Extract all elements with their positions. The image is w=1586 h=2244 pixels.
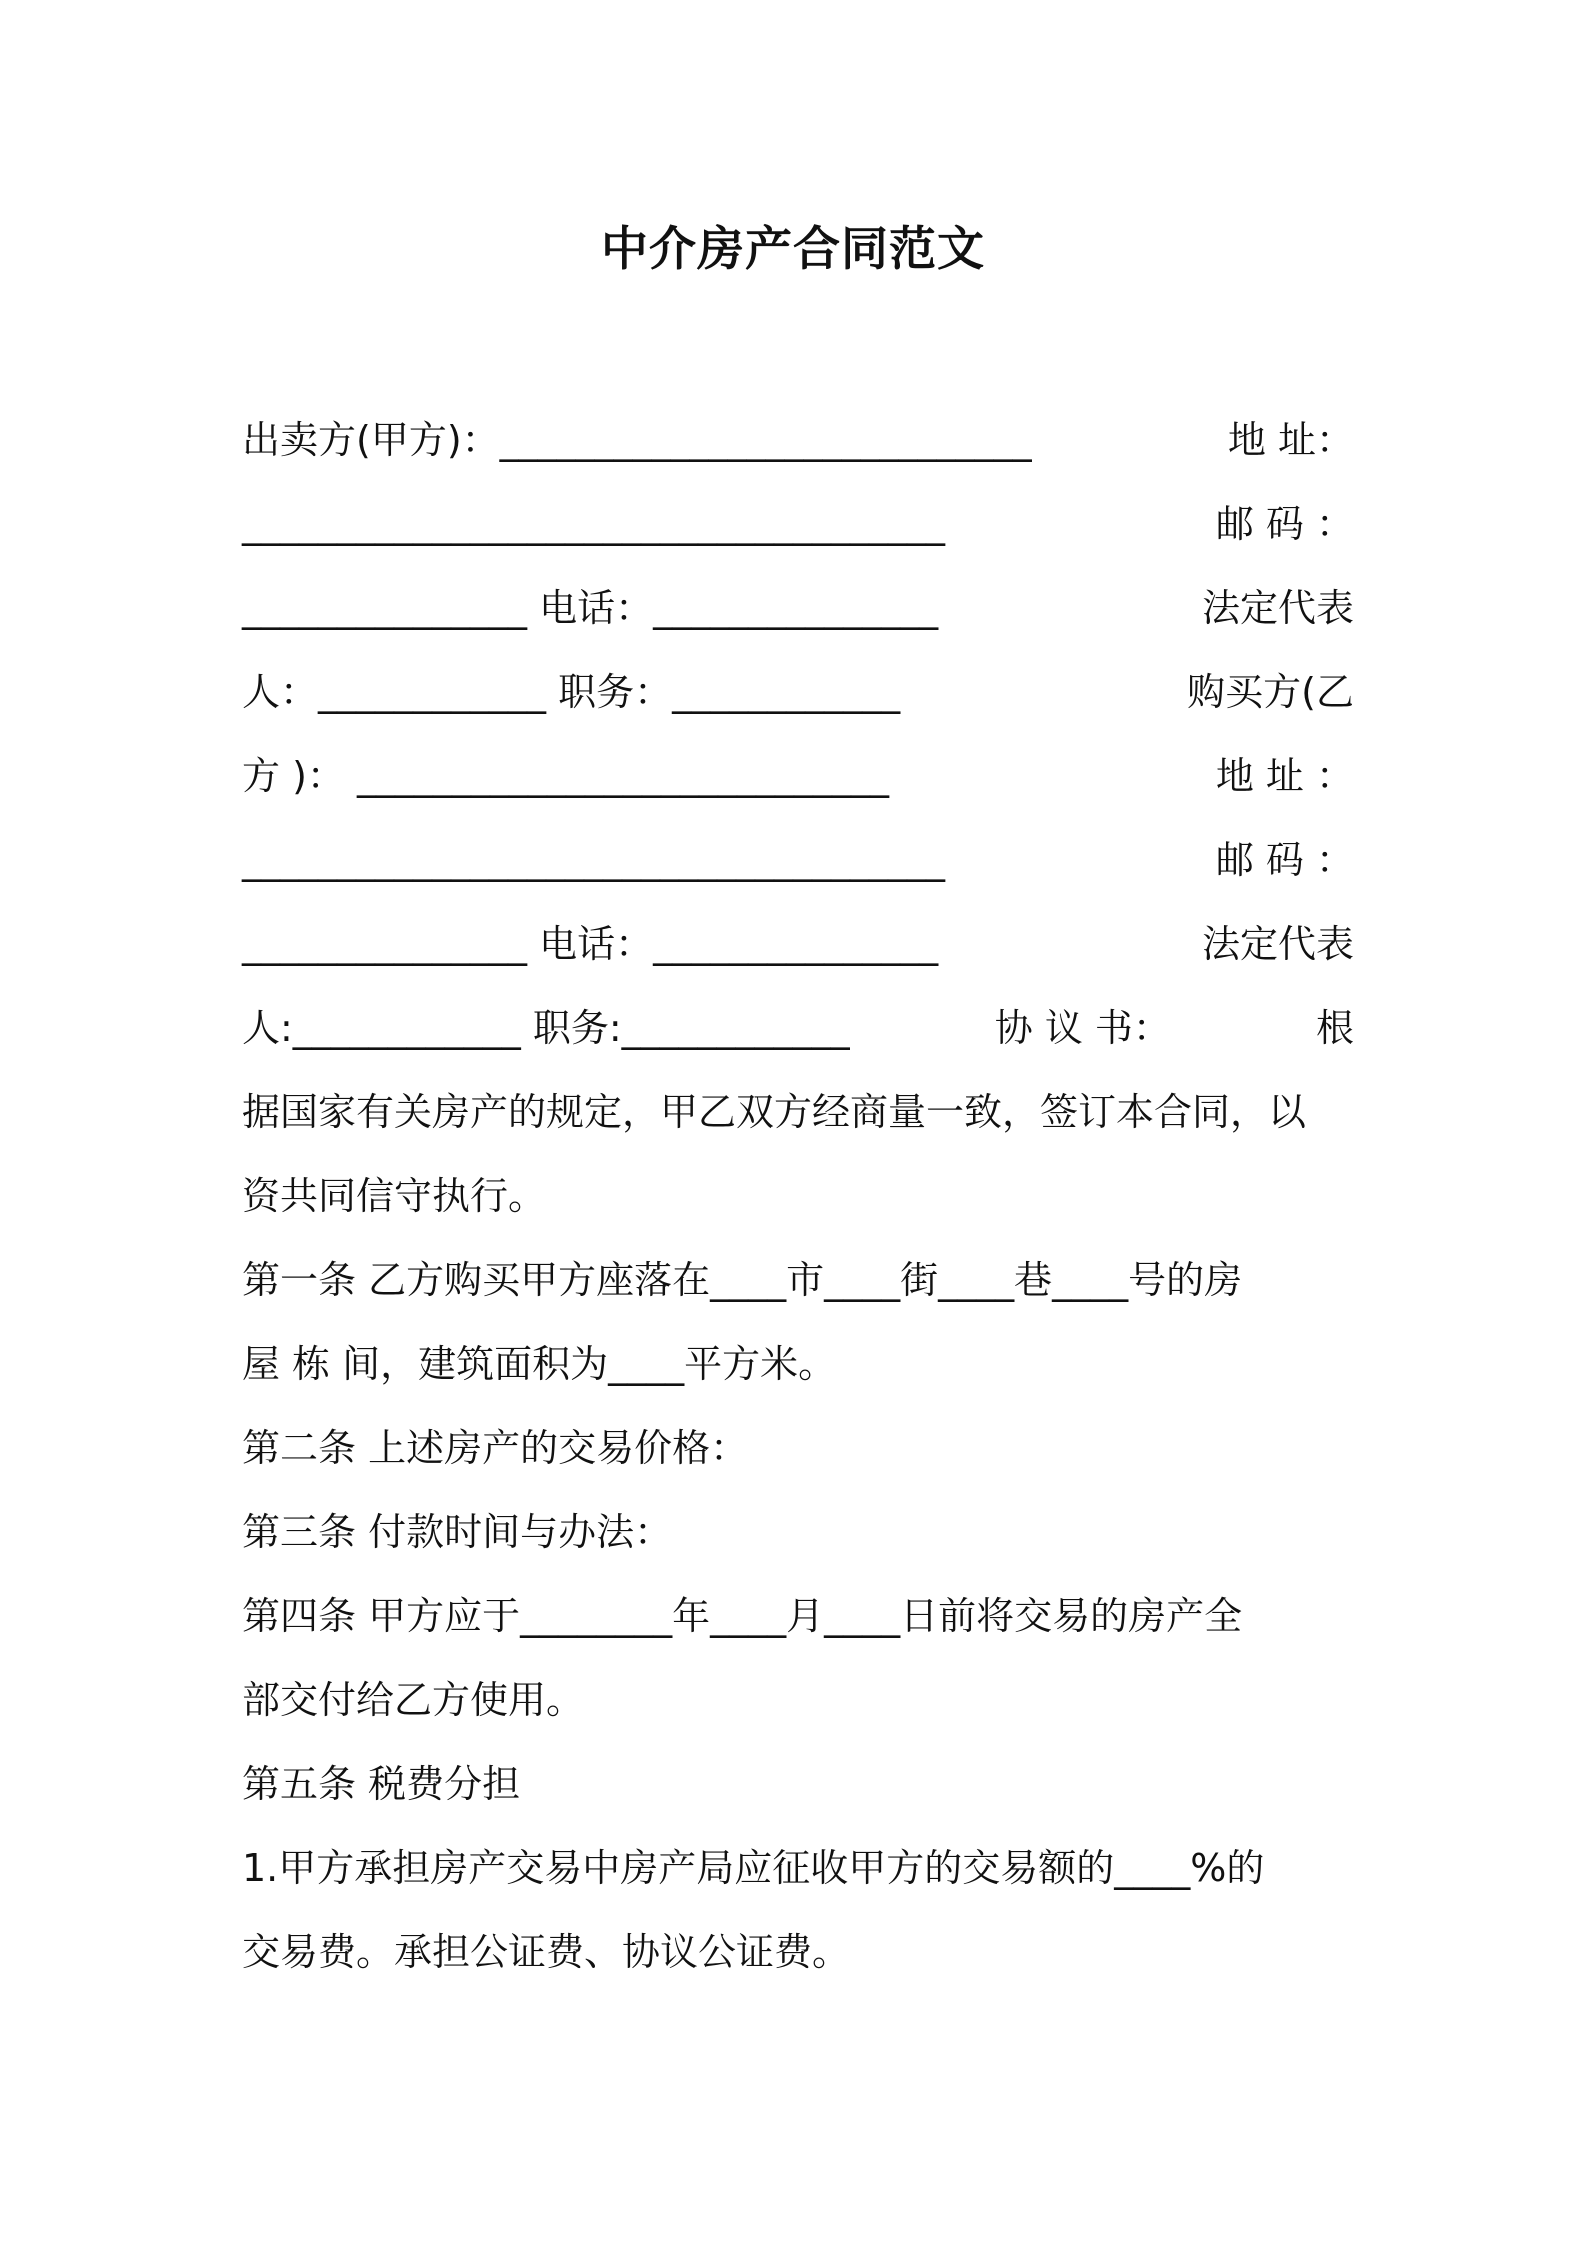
buyer-address-field: _____________________________________ [242,838,945,882]
article-3: 第三条 付款时间与办法： [242,1510,673,1554]
contract-line [242,1490,1354,1574]
contract-line [242,1910,1354,1994]
seller-position-field: 人：____________ 职务：____________ [242,670,901,714]
contract-line [242,1238,1354,1322]
article-2: 第二条 上述房产的交易价格： [242,1426,749,1470]
buyer-label: 购买方(乙 [1187,670,1354,714]
contract-line [242,566,1354,650]
article-5-item-1: 1.甲方承担房产交易中房产局应征收甲方的交易额的____%的 [242,1846,1265,1890]
article-5: 第五条 税费分担 [242,1762,521,1806]
buyer-legal-rep-label: 法定代表 [1201,922,1354,966]
contract-line [242,1322,1354,1406]
seller-postcode-label: 邮 码 ： [1215,502,1354,546]
article-1-cont: 屋 栋 间，建筑面积为____平方米。 [242,1342,837,1386]
seller-address-field: _____________________________________ [242,502,945,546]
contract-line [242,986,1354,1070]
contract-line [242,1406,1354,1490]
contract-line [242,1154,1354,1238]
contract-line [242,650,1354,734]
article-1: 第一条 乙方购买甲方座落在____市____街____巷____号的房 [242,1258,1243,1302]
contract-line [242,902,1354,986]
contract-line [242,734,1354,818]
contract-line [242,818,1354,902]
contract-line [242,1742,1354,1826]
contract-line [242,1826,1354,1910]
agreement-text: 资共同信守执行。 [242,1174,547,1218]
buyer-address-label: 地 址 ： [1215,754,1354,798]
contract-line [242,1658,1354,1742]
seller-address-label: 地 址： [1227,418,1354,462]
agreement-text-start: 根 [1315,1006,1354,1050]
seller-legal-rep-label: 法定代表 [1201,586,1354,630]
buyer-name-field: 方 )： ____________________________ [242,754,889,798]
buyer-position-field: 人:____________ 职务:____________ [242,1006,850,1050]
article-5-item-1-cont: 交易费。承担公证费、协议公证费。 [242,1930,851,1974]
contract-line [242,1574,1354,1658]
contract-line [242,398,1354,482]
article-4-cont: 部交付给乙方使用。 [242,1678,585,1722]
document-body [242,398,1354,1994]
article-4: 第四条 甲方应于________年____月____日前将交易的房产全 [242,1594,1243,1638]
contract-line [242,482,1354,566]
contract-line [242,1070,1354,1154]
seller-name-field: 出卖方(甲方)：____________________________ [242,418,1032,462]
document-title: 中介房产合同范文 [601,222,985,277]
agreement-label: 协 议 书： [994,1006,1171,1050]
buyer-postcode-label: 邮 码 ： [1215,838,1354,882]
seller-phone-field: _______________ 电话：_______________ [242,586,939,630]
buyer-phone-field: _______________ 电话：_______________ [242,922,939,966]
agreement-text: 据国家有关房产的规定，甲乙双方经商量一致，签订本合同，以 [242,1090,1307,1134]
